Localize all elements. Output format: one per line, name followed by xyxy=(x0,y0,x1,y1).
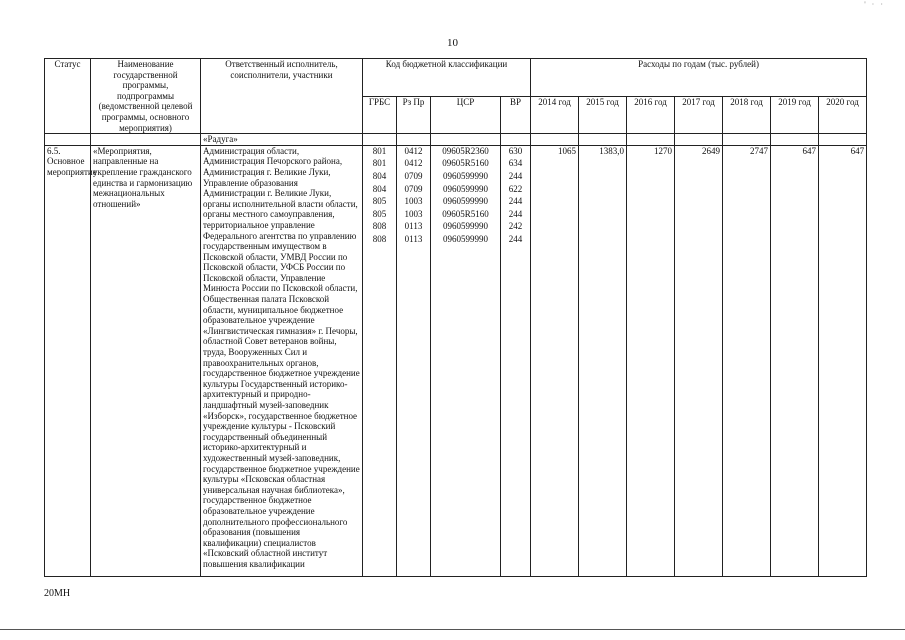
csr-value: 09605R5160 xyxy=(442,158,489,169)
header-year-2014: 2014 год xyxy=(531,96,579,134)
row-status: 6.5. Основное мероприятие xyxy=(45,145,91,576)
row-grbs xyxy=(363,145,397,576)
header-rzpr: Рз Пр xyxy=(397,96,431,134)
header-vr: ВР xyxy=(501,96,531,134)
csr-value: 0960599990 xyxy=(443,170,488,181)
header-year-2015: 2015 год xyxy=(579,96,627,134)
header-executor: Ответственный исполнитель, соисполнители, участники xyxy=(201,59,363,134)
program-table xyxy=(44,58,867,577)
rzpr-value: 0113 xyxy=(404,221,423,232)
header-budget-classification: Код бюджетной классификации xyxy=(363,59,531,97)
row-vr xyxy=(501,145,531,576)
carry-over-text: «Радуга» xyxy=(201,134,363,146)
rzpr-value: 0709 xyxy=(404,183,423,194)
header-year-2017: 2017 год xyxy=(675,96,723,134)
rzpr-value: 0113 xyxy=(404,233,423,244)
expense-2020: 647 xyxy=(819,145,867,576)
csr-value: 0960599990 xyxy=(443,233,488,244)
grbs-value: 805 xyxy=(372,196,387,207)
grbs-value: 805 xyxy=(372,208,387,219)
program-table-container xyxy=(44,58,866,577)
header-year-2020: 2020 год xyxy=(819,96,867,134)
expense-2016: 1270 xyxy=(627,145,675,576)
header-csr: ЦСР xyxy=(431,96,501,134)
expense-2014: 1065 xyxy=(531,145,579,576)
header-status: Статус xyxy=(45,59,91,134)
grbs-value: 808 xyxy=(372,233,387,244)
header-year-2019: 2019 год xyxy=(771,96,819,134)
rzpr-value: 1003 xyxy=(404,208,423,219)
grbs-value: 808 xyxy=(372,221,387,232)
row-executors: Администрация области, Администрация Печорского района, Администрация г. Великие Луки, Управление образования Администрации г. Великие Луки, органы исполнительной власти области, органы местного самоуправления, территориальное управление Федерального агентства по управлению государственным имуществом в Псковской области, УМВД России по Псковской области, УФСБ России по Псковской области, Управление Минюста России по Псковской области, Общественная палата Псковской области, муниципальное бюджетное образовательное учреждение «Лингвистическая гимназия» г. Печоры, областной Совет ветеранов войны, труда, Вооруженных Сил и правоохранительных органов, государственное бюджетное учреждение культуры Государственный историко-архитектурный и природно-ландшафтный музей-заповедник «Изборск», государственное бюджетное учреждение культуры - Псковский государственный объединенный историко-архитектурный и художественный музей-заповедник, государственное бюджетное учреждение культуры «Псковская областная универсальная научная библиотека», государственное бюджетное образовательное учреждение дополнительного профессионального образования (повышения квалификации) специалистов «Псковский областной институт повышения квалификации xyxy=(201,145,363,576)
csr-value: 09605R2360 xyxy=(442,145,489,156)
vr-value: 630 xyxy=(508,145,523,156)
rzpr-value: 0709 xyxy=(404,170,423,181)
rzpr-value: 1003 xyxy=(404,196,423,207)
csr-value: 0960599990 xyxy=(443,221,488,232)
vr-value: 244 xyxy=(508,208,523,219)
expense-2019: 647 xyxy=(771,145,819,576)
carry-over-row xyxy=(45,134,867,146)
header-program: Наименование государственной программы, подпрограммы (ведомственной целевой программы, основного мероприятия) xyxy=(91,59,201,134)
csr-value: 09605R5160 xyxy=(442,208,489,219)
csr-value: 0960599990 xyxy=(443,196,488,207)
grbs-value: 804 xyxy=(372,183,387,194)
rzpr-value: 0412 xyxy=(404,158,423,169)
header-year-2016: 2016 год xyxy=(627,96,675,134)
scan-edge-line xyxy=(0,629,905,630)
rzpr-value: 0412 xyxy=(404,145,423,156)
row-csr xyxy=(431,145,501,576)
table-row xyxy=(45,145,867,576)
vr-value: 244 xyxy=(508,170,523,181)
grbs-value: 804 xyxy=(372,170,387,181)
vr-value: 622 xyxy=(508,183,523,194)
row-rzpr xyxy=(397,145,431,576)
vr-value: 242 xyxy=(508,221,523,232)
document-code: 20МН xyxy=(44,588,71,599)
scan-marks: ' · · xyxy=(864,0,885,9)
csr-value: 0960599990 xyxy=(443,183,488,194)
vr-value: 634 xyxy=(508,158,523,169)
vr-value: 244 xyxy=(508,233,523,244)
header-grbs: ГРБС xyxy=(363,96,397,134)
grbs-value: 801 xyxy=(372,145,387,156)
page-number: 10 xyxy=(447,37,458,49)
expense-2017: 2649 xyxy=(675,145,723,576)
header-year-2018: 2018 год xyxy=(723,96,771,134)
header-expenses-by-year: Расходы по годам (тыс. рублей) xyxy=(531,59,867,97)
row-program-name: «Мероприятия, направленные на укрепление гражданского единства и гармонизацию межнациональных отношений» xyxy=(91,145,201,576)
header-row-top xyxy=(45,59,867,97)
expense-2015: 1383,0 xyxy=(579,145,627,576)
vr-value: 244 xyxy=(508,196,523,207)
expense-2018: 2747 xyxy=(723,145,771,576)
grbs-value: 801 xyxy=(372,158,387,169)
